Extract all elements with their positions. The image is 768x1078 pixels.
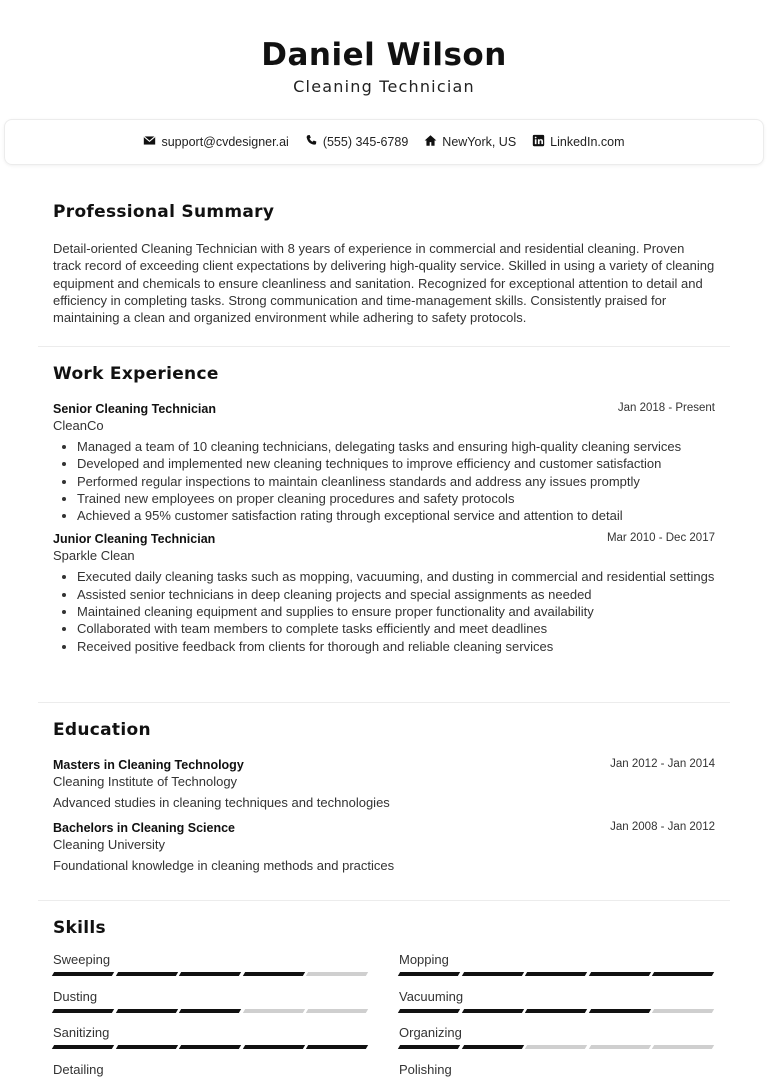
- skill-level-segment: [461, 972, 523, 976]
- skill-level-segment: [115, 1009, 177, 1013]
- skill-item: [399, 952, 715, 976]
- skill-item: [53, 1025, 369, 1049]
- job-bullet: • Executed daily cleaning tasks such as mopping, vacuuming, and dusting in commercial and residential settings: [77, 568, 715, 585]
- job-bullet: • Received positive feedback from clients for thorough and reliable cleaning services: [77, 638, 715, 655]
- job-bullet: • Collaborated with team members to complete tasks efficiently and meet deadlines: [77, 620, 715, 637]
- skill-level-segment: [589, 972, 651, 976]
- skill-level-segment: [52, 1045, 114, 1049]
- skill-level-segment: [398, 1009, 460, 1013]
- school-name: Cleaning University: [53, 837, 165, 852]
- contact-phone-text: (555) 345-6789: [322, 135, 409, 149]
- contact-linkedin[interactable]: [532, 134, 624, 150]
- job-bullet: • Maintained cleaning equipment and supplies to ensure proper functionality and availability: [77, 603, 715, 620]
- skills-section: [53, 918, 715, 1077]
- skill-item: [399, 1062, 715, 1078]
- education-description: Advanced studies in cleaning techniques and technologies: [53, 795, 390, 810]
- skill-level-segment: [525, 1009, 587, 1013]
- section-divider: [38, 702, 730, 703]
- contact-email-text: support@cvdesigner.ai: [161, 135, 289, 149]
- skill-name: Sanitizing: [53, 1025, 110, 1040]
- job-entry: [53, 532, 715, 654]
- skill-level-segment: [179, 1045, 241, 1049]
- skill-item: [53, 952, 369, 976]
- candidate-title: Cleaning Technician: [293, 77, 475, 96]
- skill-item: [53, 1062, 369, 1078]
- skills-heading: Skills: [53, 918, 106, 938]
- skill-item: [53, 989, 369, 1013]
- skill-level-bar: [399, 972, 715, 976]
- summary-section: [53, 202, 715, 326]
- skill-level-segment: [589, 1045, 651, 1049]
- job-bullet: • Assisted senior technicians in deep cleaning projects and special assignments as needed: [77, 586, 715, 603]
- skill-level-segment: [652, 1009, 714, 1013]
- contact-location-text: NewYork, US: [442, 135, 517, 149]
- contact-phone[interactable]: [305, 134, 408, 150]
- skill-level-segment: [306, 1009, 368, 1013]
- contact-email[interactable]: [143, 134, 288, 150]
- skill-level-segment: [52, 972, 114, 976]
- envelope-icon: [143, 134, 156, 150]
- skill-level-segment: [398, 972, 460, 976]
- skill-level-segment: [652, 972, 714, 976]
- skill-level-segment: [243, 1045, 305, 1049]
- contact-location: [424, 134, 516, 150]
- education-dates: Jan 2008 - Jan 2012: [610, 821, 715, 833]
- skill-level-segment: [525, 1045, 587, 1049]
- job-title: Senior Cleaning Technician: [53, 402, 216, 416]
- education-entry: [53, 758, 715, 810]
- candidate-name: Daniel Wilson: [261, 37, 507, 73]
- skill-item: [399, 989, 715, 1013]
- skill-level-segment: [243, 972, 305, 976]
- experience-heading: Work Experience: [53, 364, 219, 384]
- skill-level-segment: [306, 972, 368, 976]
- skill-level-segment: [461, 1045, 523, 1049]
- degree-title: Masters in Cleaning Technology: [53, 758, 244, 772]
- linkedin-icon: [532, 134, 545, 150]
- skill-level-bar: [53, 1009, 369, 1013]
- resume-header: [0, 0, 768, 118]
- education-entry: [53, 821, 715, 873]
- section-divider: [38, 346, 730, 347]
- job-bullet: • Developed and implemented new cleaning techniques to improve efficiency and customer satisfaction: [77, 455, 715, 472]
- summary-text: Detail-oriented Cleaning Technician with 8 years of experience in commercial and residential cleaning. Proven track record of exceeding client expectations by delivering high-quality service. Skilled in using a variety of cleaning equipment and chemicals to ensure cleanliness and sanitation. Recognized for exceptional attention to detail and efficiency in completing tasks. Strong communication and time-management skills. Consistently praised for maintaining a clean and organized environment while adhering to safety protocols.: [53, 241, 715, 326]
- section-divider: [38, 900, 730, 901]
- education-description: Foundational knowledge in cleaning methods and practices: [53, 858, 395, 873]
- skill-level-bar: [399, 1045, 715, 1049]
- skill-level-segment: [52, 1009, 114, 1013]
- skill-level-segment: [115, 972, 177, 976]
- skill-item: [399, 1025, 715, 1049]
- education-heading: Education: [53, 720, 151, 740]
- phone-icon: [305, 134, 318, 150]
- home-icon: [424, 134, 437, 150]
- job-bullet: • Achieved a 95% customer satisfaction rating through exceptional service and attention to detail: [77, 507, 715, 524]
- contact-linkedin-text: LinkedIn.com: [550, 135, 625, 149]
- skill-name: Detailing: [53, 1061, 104, 1077]
- job-dates: Jan 2018 - Present: [617, 402, 715, 414]
- skill-level-bar: [399, 1009, 715, 1013]
- skill-level-bar: [53, 1045, 369, 1049]
- school-name: Cleaning Institute of Technology: [53, 774, 238, 789]
- skill-level-segment: [243, 1009, 305, 1013]
- job-dates: Mar 2010 - Dec 2017: [606, 532, 715, 545]
- summary-heading: Professional Summary: [53, 202, 275, 222]
- skill-level-segment: [461, 1009, 523, 1013]
- skill-level-bar: [53, 972, 369, 976]
- skill-name: Dusting: [53, 988, 98, 1004]
- skill-level-segment: [525, 972, 587, 976]
- job-bullet: • Trained new employees on proper cleaning procedures and safety protocols: [77, 490, 715, 507]
- skill-level-segment: [306, 1045, 368, 1049]
- experience-section: [53, 364, 715, 655]
- skill-level-segment: [652, 1045, 714, 1049]
- skill-level-segment: [589, 1009, 651, 1013]
- job-title: Junior Cleaning Technician: [53, 532, 216, 547]
- job-bullet: • Managed a team of 10 cleaning technicians, delegating tasks and ensuring high-quality cleaning services: [77, 438, 715, 455]
- skill-name: Sweeping: [53, 952, 111, 967]
- degree-title: Bachelors in Cleaning Science: [53, 821, 236, 835]
- job-bullets: [53, 438, 715, 524]
- skill-level-segment: [179, 1009, 241, 1013]
- job-bullets: [53, 568, 715, 654]
- skill-name: Mopping: [399, 952, 449, 967]
- job-company: Sparkle Clean: [53, 548, 135, 564]
- job-bullet: • Performed regular inspections to maintain cleanliness standards and address any issues promptly: [77, 473, 715, 490]
- skill-name: Polishing: [399, 1061, 452, 1077]
- skill-level-segment: [179, 972, 241, 976]
- skill-level-segment: [398, 1045, 460, 1049]
- contact-bar: [4, 119, 764, 165]
- skill-name: Vacuuming: [399, 988, 464, 1004]
- skill-name: Organizing: [399, 1025, 462, 1040]
- skill-level-segment: [115, 1045, 177, 1049]
- job-company: CleanCo: [53, 418, 104, 433]
- education-section: [53, 720, 715, 873]
- job-entry: [53, 402, 715, 524]
- education-dates: Jan 2012 - Jan 2014: [610, 758, 715, 770]
